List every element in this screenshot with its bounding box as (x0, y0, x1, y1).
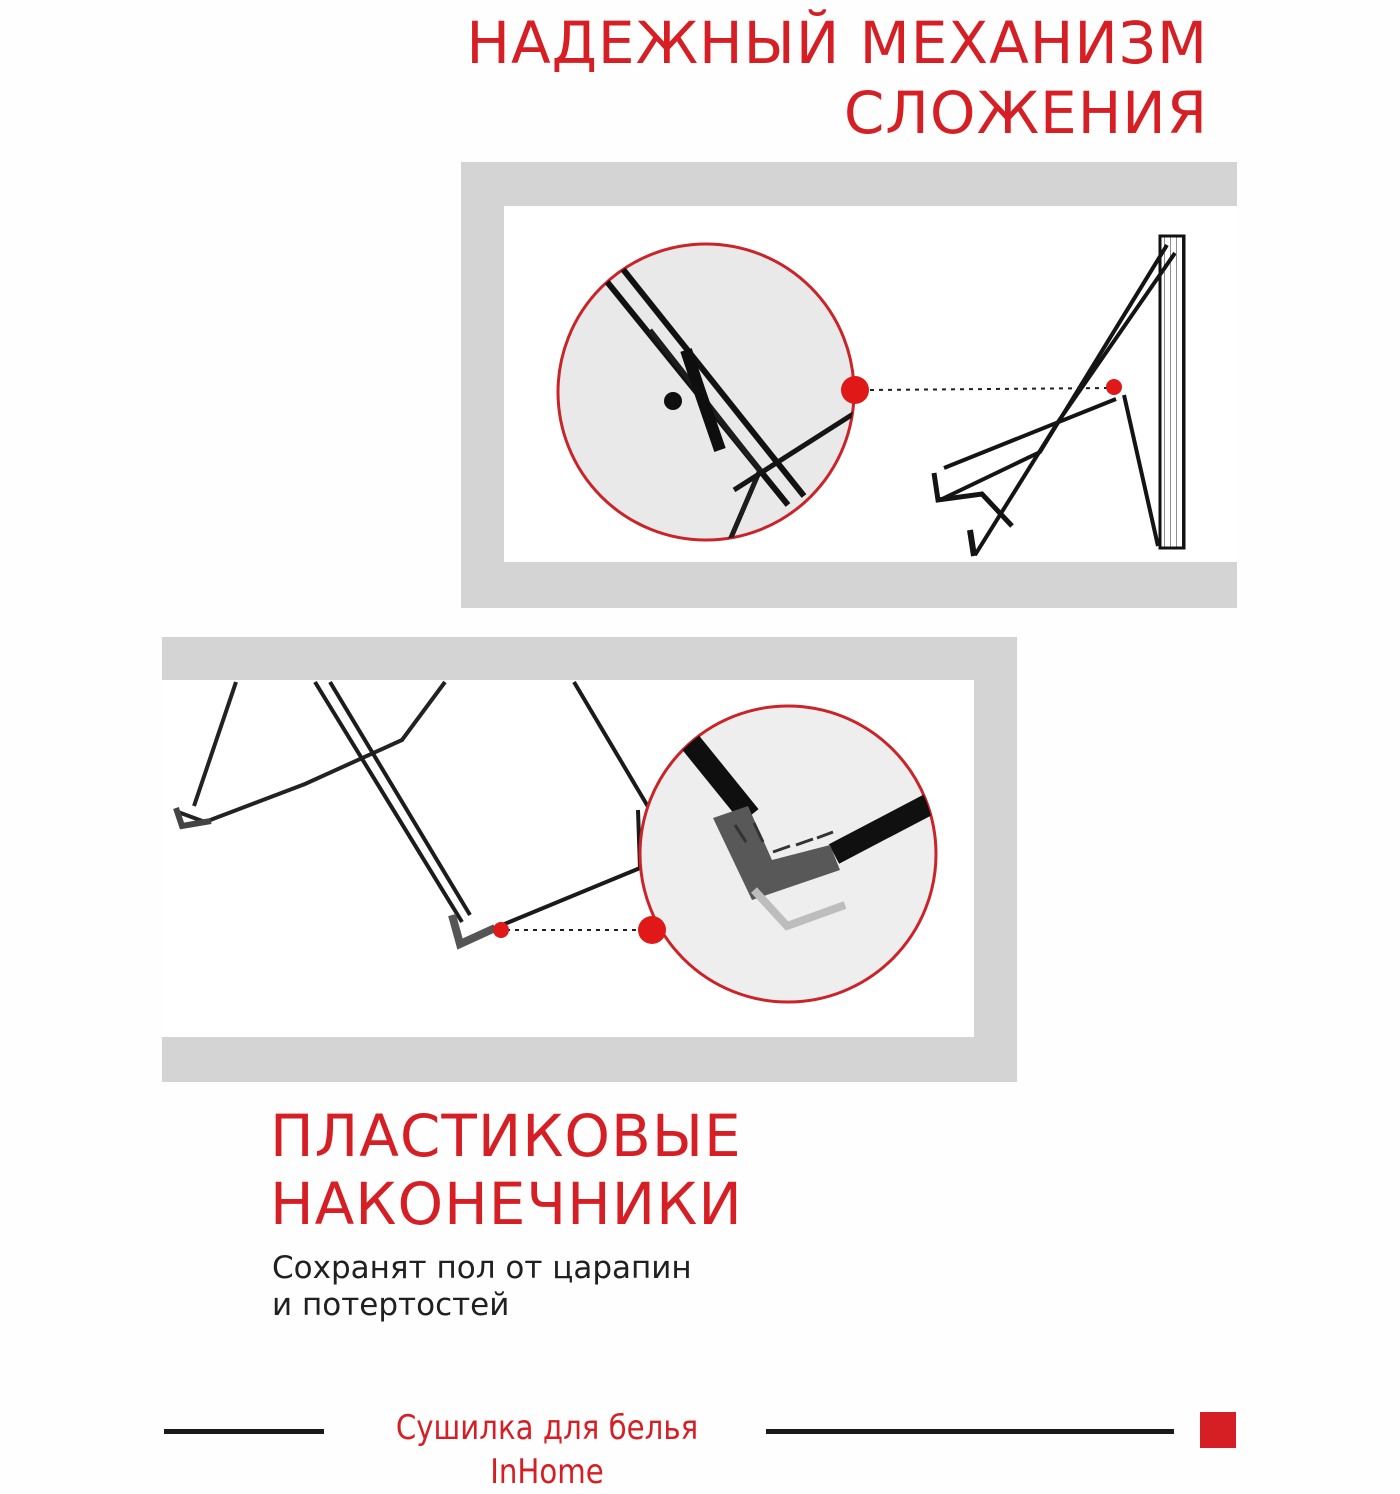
plastic-tips-description-line-2: и потертостей (272, 1287, 510, 1323)
plastic-tips-heading (270, 1102, 790, 1238)
hinge-callout-dot (841, 376, 869, 404)
folding-mechanism-heading-line-1: НАДЕЖНЫЙ МЕХАНИЗМ (466, 9, 1208, 77)
tip-target-dot (493, 922, 509, 938)
tip-callout-dot (638, 916, 666, 944)
folded-dryer-mesh-panel (1160, 236, 1184, 548)
plastic-tips-heading-line-2: НАКОНЕЧНИКИ (270, 1170, 743, 1238)
hinge-target-dot (1106, 379, 1122, 395)
footer-product-label: Сушилка для белья InHome (395, 1408, 699, 1492)
folded-dryer-photo (934, 236, 1184, 556)
folding-mechanism-heading-line-2: СЛОЖЕНИЯ (843, 79, 1208, 147)
folded-dryer-rear-support (1124, 395, 1158, 546)
folded-dryer-front-leg (940, 245, 1167, 500)
folded-dryer-foot-rear (970, 530, 974, 556)
hinge-callout-leader (870, 388, 1110, 390)
red-square-icon (1200, 1412, 1236, 1448)
footer-rule-left (164, 1429, 324, 1434)
folding-hinge-callout (558, 244, 1122, 540)
footer-rule-right (766, 1429, 1174, 1434)
folded-dryer-back-leg (975, 253, 1175, 555)
hinge-pin (664, 392, 682, 410)
plastic-tips-description-line-1: Сохранят пол от царапин (272, 1250, 692, 1286)
plastic-tips-description (272, 1250, 792, 1324)
plastic-tips-heading-line-1: ПЛАСТИКОВЫЕ (270, 1102, 742, 1170)
